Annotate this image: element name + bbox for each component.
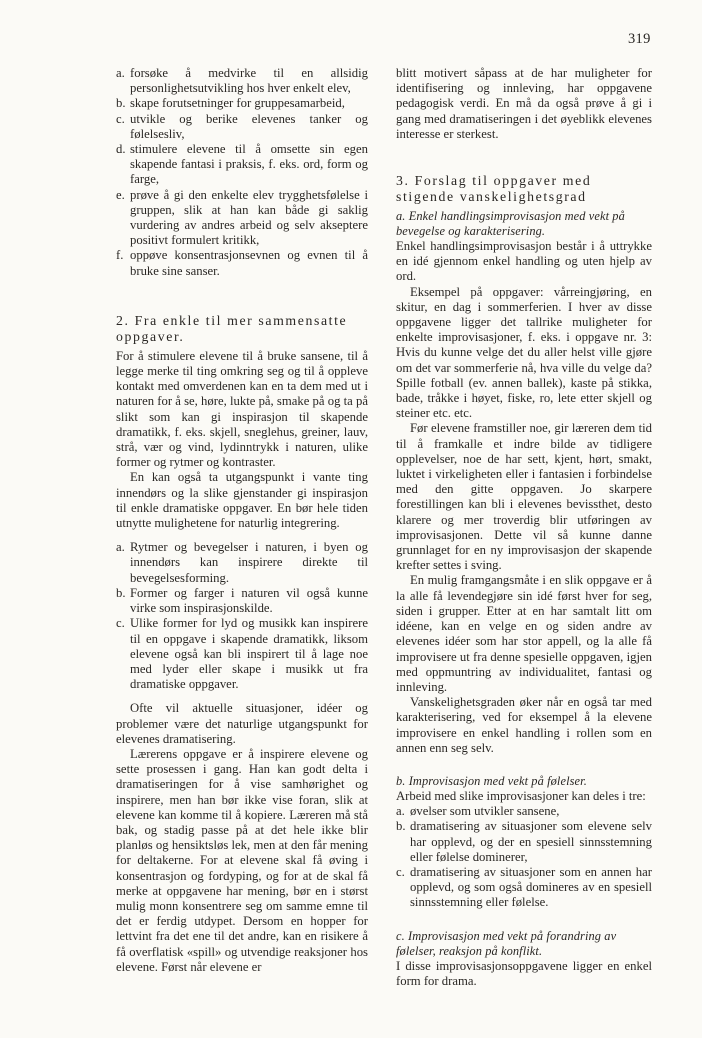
list-item-text: dramatisering av situasjoner som en annen har opplevd, og som også domineres av en spesiell sinnsstemning eller følelse. [410,864,652,910]
list-item-text: dramatisering av situasjoner som elevene selv har opplevd, og der en spesiell sinnsstemning eller følelse dominerer, [410,819,652,864]
list-marker: b. [116,96,126,111]
list-item [116,248,368,278]
list-item [116,188,368,249]
list-item-text: Ulike former for lyd og musikk kan inspirere til en oppgave i skapende dramatikk, liksom elevene også kan bli inspirert til å lage noe med lyder eller skape i musikk ut fra dramatiske oppgaver. [130,616,368,692]
paragraph: I disse improvisasjonsoppgavene ligger en enkel form for drama. [396,958,652,988]
list-marker: e. [116,187,125,202]
list-item-text: stimulere elevene til å omsette sin egen skapende fantasi i praksis, f. eks. ord, form og farge, [130,142,368,187]
list-marker: b. [116,585,126,600]
list-item-text: Former og farger i naturen vil også kunne virke som inspirasjonskilde. [130,585,368,616]
list-item-text: Rytmer og bevegelser i naturen, i byen og innendørs kan inspirere direkte til bevegelsesforming. [130,540,368,585]
list-marker: b. [396,819,406,834]
page-number: 319 [628,31,651,47]
list-item [116,616,368,692]
paragraph: En kan også ta utgangspunkt i vante ting innendørs og la slike gjenstander gi inspirasjon til enkle dramatiske oppgaver. En bør hele tiden utnytte mulighetene for naturlig integrering. [116,470,368,531]
right-column [396,66,652,989]
subsection-heading: b. Improvisasjon med vekt på følelser. [396,773,587,788]
list-item-text: øvelser som utvikler sansene, [410,804,560,819]
list-item [116,142,368,188]
paragraph: En mulig framgangsmåte i en slik oppgave er å la alle få levendegjøre sin idé først hver for seg, siden i grupper. Etter at en har samtalt litt om idéene, kan en velge en og siden andre av elevenes idéer som har stor appell, og la alle få improvisere ut fra denne spesielle oppgaven, igjen med oppmuntring av individualitet, fantasi og innleving. [396,573,652,694]
paragraph: Enkel handlingsimprovisasjon består i å uttrykke en idé gjennom enkel handling og uten hjelp av ord. [396,239,652,284]
list-marker: c. [396,864,405,879]
list-item [116,586,368,616]
list-marker: a. [116,540,125,555]
subsection-heading: c. Improvisasjon med vekt på forandring av følelser, reaksjon på konflikt. [396,928,617,958]
list-item [116,96,368,111]
list-marker: a. [116,66,125,80]
paragraph: For å stimulere elevene til å bruke sansene, til å legge merke til ting omkring seg og til å oppleve kontakt med omverdenen kan en ta dem med ut i naturen for å se, høre, lukte på, smake på og ta på slikt som kan gi inspirasjon til skapende dramatikk, f. eks. skjell, sneglehus, greiner, lauv, strå, vær og vind, lydinntrykk i naturen, ulike former og rytmer og kontraster. [116,348,368,470]
list-item [116,112,368,142]
list-item-text: skape forutsetninger for gruppesamarbeid, [130,96,345,111]
left-column [116,66,368,975]
subsection-heading: a. Enkel handlingsimprovisasjon med vekt på bevegelse og karakterisering. [396,209,625,239]
list-marker: a. [396,804,405,819]
objectives-list [116,66,368,279]
list-item-text: utvikle og berike elevenes tanker og følelsesliv, [130,111,368,141]
list-item-text: forsøke å medvirke til en allsidig personlighetsutvikling hos hver enkelt elev, [130,66,368,96]
section-heading: 3. Forslag til oppgaver med stigende vanskelighetsgrad [396,173,592,205]
list-marker: d. [116,142,126,157]
list-item [116,540,368,586]
improvisation-types-list [396,804,652,910]
list-item-text: oppøve konsentrasjonsevnen og evnen til å bruke sine sanser. [130,248,368,278]
list-marker: c. [116,616,125,631]
paragraph: Vanskelighetsgraden øker når en også tar med karakterisering, ved for eksempel å la elevene improvisere en enkel handling i rollen som en annen enn seg selv. [396,695,652,755]
list-marker: f. [116,248,124,263]
paragraph: blitt motivert såpass at de har muligheter for identifisering og innleving, har oppgavene pedagogisk verdi. En må da også prøve å gi i gang med dramatiseringen i det øyeblikk elevenes interesse er sterkest. [396,66,652,141]
inspiration-list [116,540,368,692]
paragraph: Ofte vil aktuelle situasjoner, idéer og problemer være det naturlige utgangspunkt for elevenes dramatisering. [116,701,368,746]
list-item-text: prøve å gi den enkelte elev trygghetsfølelse i gruppen, slik at han kan både gi saklig vurdering av andres arbeid og selv akseptere positivt formulert kritikk, [130,187,368,248]
section-heading: 2. Fra enkle til mer sammensatte oppgaver. [116,312,348,344]
list-item [116,66,368,96]
paragraph: Før elevene framstiller noe, gir læreren dem tid til å framkalle et indre bilde av tidligere opplevelser, noe de har sett, kjent, hørt, smakt, luktet i virkeligheten eller i fantasien i forbindelse med den gitte oppgaven. Jo skarpere forestillingen kan bli i elevenes bevissthet, desto klarere og mer troverdig blir utføringen av improvisasjonen. Dette vil så kunne danne grunnlaget for en ny improvisasjon der skapende krefter settes i sving. [396,421,652,573]
list-item [396,804,652,819]
list-item [396,819,652,865]
paragraph: Lærerens oppgave er å inspirere elevene og sette prosessen i gang. Han kan godt delta i dramatiseringen for å vise samhørighet og inspirere, men han bør ikke vise foran, slik at elevene kan komme til å kopiere. Læreren må stå bak, og stadig passe på at det hele ikke blir planløs og hensiktsløs lek, men at den får mening for deltakerne. For at elevene skal få øving i konsentrasjon og fordyping, og for at de skal få merke at oppgavene har mening, bør en i størst mulig monn konsentrere seg om samme emne til det er ferdig utdypet. Dersom en hopper for lettvint fra det ene til det andre, kan en risikere å få overflatisk «spill» og utvendige reaksjoner hos elevene. Først når elevene er [116,746,368,974]
list-item [396,865,652,911]
paragraph: Eksempel på oppgaver: vårreingjøring, en skitur, en dag i sommerferien. I hver av disse oppgavene ligger det tallrike muligheter for enkelte improvisasjoner, f. eks. i oppgave nr. 3: Hvis du kunne velge det du aller helst ville gjøre om det var sommerferie nå, hva ville du velge da? Spille fotball (ev. annen ballek), kaste på stikka, bade, tråkke i høyet, fiske, ro, lete etter skjell og steiner etc. etc. [396,284,652,421]
paragraph: Arbeid med slike improvisasjoner kan deles i tre: [396,788,646,803]
list-marker: c. [116,111,125,126]
